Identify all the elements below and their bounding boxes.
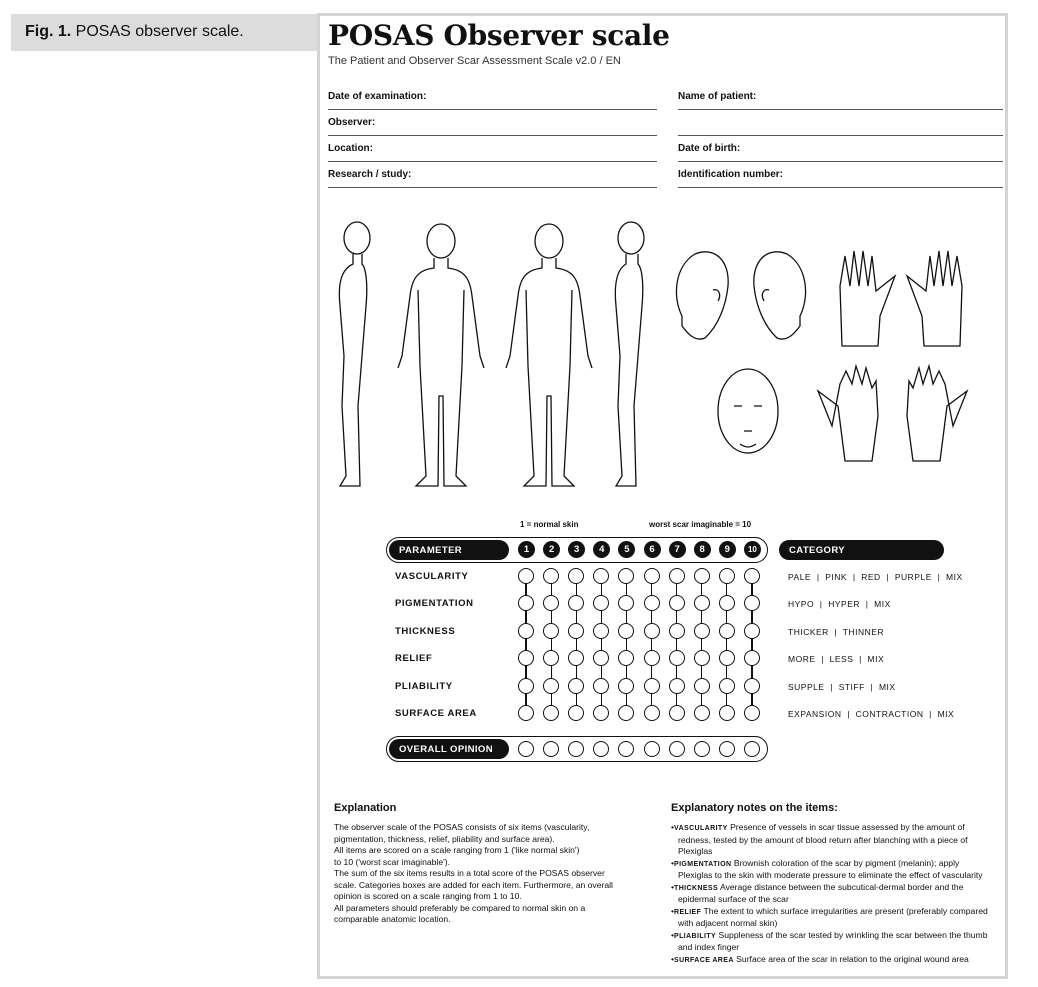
head-left-profile xyxy=(676,252,728,339)
form-field-label: Date of examination: xyxy=(328,91,427,102)
score-circle-9[interactable] xyxy=(719,678,735,694)
score-circle-1[interactable] xyxy=(518,568,534,584)
overall-opinion-label: OVERALL OPINION xyxy=(389,739,509,759)
explanation-line: to 10 ('worst scar imaginable'). xyxy=(334,856,450,867)
score-circle-3[interactable] xyxy=(568,705,584,721)
form-subtitle: The Patient and Observer Scar Assessment Scale v2.0 / EN xyxy=(328,55,621,67)
hands-palmar xyxy=(818,366,967,461)
body-front-figure xyxy=(398,224,484,486)
form-field-right-1[interactable] xyxy=(678,112,1003,136)
score-circle-2[interactable] xyxy=(543,595,559,611)
body-diagrams xyxy=(320,206,1008,496)
score-circle-7[interactable] xyxy=(669,678,685,694)
score-circle-5[interactable] xyxy=(618,705,634,721)
form-field-label: Location: xyxy=(328,143,373,154)
score-circle-1[interactable] xyxy=(518,705,534,721)
score-circle-4[interactable] xyxy=(593,705,609,721)
form-field-right-0[interactable] xyxy=(678,86,1003,110)
score-circle-3[interactable] xyxy=(568,623,584,639)
score-circle-2[interactable] xyxy=(543,623,559,639)
explanation-line: opinion is scored on a scale ranging from 1 to 10. xyxy=(334,891,522,901)
score-circle-10[interactable] xyxy=(744,678,760,694)
note-item xyxy=(671,882,991,906)
scale-number-3: 3 xyxy=(568,541,585,558)
score-circle-8[interactable] xyxy=(694,568,710,584)
score-circle-7[interactable] xyxy=(669,705,685,721)
score-circle-5[interactable] xyxy=(618,678,634,694)
head-front xyxy=(718,369,778,453)
note-text: Brownish coloration of the scar by pigment (melanin); apply Plexiglas to the skin with moderate pressure to eliminate the effect of vascularity xyxy=(678,857,983,880)
score-circle-8[interactable] xyxy=(694,623,710,639)
body-side-right-figure xyxy=(615,222,644,486)
score-circle-10[interactable] xyxy=(744,650,760,666)
score-circle-3[interactable] xyxy=(568,678,584,694)
note-item xyxy=(671,822,991,858)
score-circle-8[interactable] xyxy=(694,595,710,611)
score-circle-9[interactable] xyxy=(719,705,735,721)
note-key: SURFACE AREA xyxy=(674,956,734,964)
parameter-name: THICKNESS xyxy=(395,625,456,637)
score-circle-2[interactable] xyxy=(543,650,559,666)
parameter-category-options: PALE | PINK | RED | PURPLE | MIX xyxy=(788,572,963,582)
explanation-line: pigmentation, thickness, relief, pliability and surface area). xyxy=(334,833,555,844)
score-circle-4[interactable] xyxy=(593,650,609,666)
explanation-line: The sum of the six items results in a total score of the POSAS observer xyxy=(334,868,605,878)
parameter-category-options: HYPO | HYPER | MIX xyxy=(788,599,891,610)
note-item xyxy=(671,930,991,954)
explanation-text xyxy=(334,822,644,926)
explanation-line: All items are scored on a scale ranging from 1 ('like normal skin') xyxy=(334,845,580,855)
score-circle-8[interactable] xyxy=(694,705,710,721)
score-circle-6[interactable] xyxy=(644,623,660,639)
overall-score-circle-1[interactable] xyxy=(518,741,534,757)
bullet-icon: • xyxy=(671,953,675,964)
category-header: CATEGORY xyxy=(779,540,944,560)
parameter-name: VASCULARITY xyxy=(395,571,469,582)
score-circle-10[interactable] xyxy=(744,568,760,584)
score-circle-2[interactable] xyxy=(543,568,559,584)
score-circle-9[interactable] xyxy=(719,568,735,584)
form-field-right-3[interactable] xyxy=(678,164,1003,188)
score-circle-6[interactable] xyxy=(644,595,660,611)
score-circle-5[interactable] xyxy=(618,568,634,584)
score-circle-10[interactable] xyxy=(744,595,760,611)
score-circle-10[interactable] xyxy=(744,623,760,639)
score-circle-4[interactable] xyxy=(593,568,609,584)
score-circle-5[interactable] xyxy=(618,623,634,639)
form-title: POSAS Observer scale xyxy=(328,19,670,52)
score-circle-9[interactable] xyxy=(719,595,735,611)
form-field-left-1[interactable] xyxy=(328,112,657,136)
overall-score-circle-10[interactable] xyxy=(744,741,760,757)
note-key: RELIEF xyxy=(674,908,702,916)
scale-number-10: 10 xyxy=(744,541,761,558)
score-circle-3[interactable] xyxy=(568,595,584,611)
overall-score-circle-8[interactable] xyxy=(694,741,710,757)
notes-heading: Explanatory notes on the items: xyxy=(671,802,838,814)
scale-min-label: 1 = normal skin xyxy=(520,520,579,529)
parameter-name: PIGMENTATION xyxy=(395,598,474,610)
parameter-category-options: SUPPLE | STIFF | MIX xyxy=(788,681,896,692)
scale-number-1: 1 xyxy=(518,541,535,558)
parameter-name: PLIABILITY xyxy=(395,680,453,692)
parameter-header: PARAMETER xyxy=(389,540,509,560)
posas-form-sheet xyxy=(317,13,1008,979)
figure-caption xyxy=(11,14,317,51)
figure-label: Fig. 1. xyxy=(25,23,72,40)
body-side-left-figure xyxy=(339,222,370,486)
form-field-right-2[interactable] xyxy=(678,138,1003,162)
overall-score-circle-9[interactable] xyxy=(719,741,735,757)
note-text: Suppleness of the scar tested by wrinkling the scar between the thumb and index finger xyxy=(678,929,988,952)
scale-max-label: worst scar imaginable = 10 xyxy=(649,520,752,529)
form-field-label: Research / study: xyxy=(328,169,412,180)
explanation-line: comparable anatomic location. xyxy=(334,914,451,924)
note-text: Surface area of the scar in relation to the original wound area xyxy=(733,953,969,964)
parameter-category-options: EXPANSION | CONTRACTION | MIX xyxy=(788,709,955,719)
hands-dorsal xyxy=(840,251,962,346)
parameter-name: RELIEF xyxy=(395,653,433,665)
form-field-left-2[interactable] xyxy=(328,138,657,162)
overall-score-circle-6[interactable] xyxy=(644,741,660,757)
explanation-line: scale. Categories boxes are added for each item. Furthermore, an overall xyxy=(334,879,613,890)
score-circle-9[interactable] xyxy=(719,623,735,639)
score-circle-9[interactable] xyxy=(719,650,735,666)
score-circle-6[interactable] xyxy=(644,568,660,584)
score-circle-5[interactable] xyxy=(618,650,634,666)
explanation-line: All parameters should preferably be compared to normal skin on a xyxy=(334,902,586,913)
score-circle-7[interactable] xyxy=(669,595,685,611)
head-right-profile xyxy=(754,252,806,339)
score-circle-1[interactable] xyxy=(518,650,534,666)
score-circle-5[interactable] xyxy=(618,595,634,611)
overall-score-circle-7[interactable] xyxy=(669,741,685,757)
form-field-label: Identification number: xyxy=(678,169,783,180)
score-circle-10[interactable] xyxy=(744,705,760,721)
overall-score-circle-2[interactable] xyxy=(543,741,559,757)
parameter-category-options: MORE | LESS | MIX xyxy=(788,654,885,665)
figure-caption-text: POSAS observer scale. xyxy=(71,23,244,40)
score-circle-4[interactable] xyxy=(593,678,609,694)
bullet-icon: • xyxy=(671,881,675,892)
note-text: Presence of vessels in scar tissue assessed by the amount of redness, tested by the amount of blood return after blanching with a piece of Plexiglas xyxy=(678,822,968,856)
parameter-category-options: THICKER | THINNER xyxy=(788,626,885,637)
scale-number-2: 2 xyxy=(543,541,560,558)
note-key: VASCULARITY xyxy=(674,825,728,832)
note-text: The extent to which surface irregularities are present (preferably compared with adjacent normal skin) xyxy=(678,905,988,928)
score-circle-4[interactable] xyxy=(593,623,609,639)
scale-number-4: 4 xyxy=(593,541,610,558)
score-circle-7[interactable] xyxy=(669,650,685,666)
score-circle-3[interactable] xyxy=(568,650,584,666)
bullet-icon: • xyxy=(671,857,675,868)
form-field-left-3[interactable] xyxy=(328,164,657,188)
score-circle-2[interactable] xyxy=(543,678,559,694)
score-circle-8[interactable] xyxy=(694,650,710,666)
score-circle-7[interactable] xyxy=(669,623,685,639)
score-circle-8[interactable] xyxy=(694,678,710,694)
score-circle-3[interactable] xyxy=(568,568,584,584)
score-circle-6[interactable] xyxy=(644,650,660,666)
form-field-left-0[interactable] xyxy=(328,86,657,110)
explanation-line: The observer scale of the POSAS consists of six items (vascularity, xyxy=(334,822,590,832)
explanation-heading: Explanation xyxy=(334,802,397,814)
scale-number-8: 8 xyxy=(694,541,711,558)
score-circle-1[interactable] xyxy=(518,595,534,611)
scale-number-6: 6 xyxy=(644,541,661,558)
score-circle-7[interactable] xyxy=(669,568,685,584)
score-circle-2[interactable] xyxy=(543,705,559,721)
form-field-label: Date of birth: xyxy=(678,143,741,154)
explanatory-notes xyxy=(671,822,991,966)
score-circle-1[interactable] xyxy=(518,623,534,639)
bullet-icon: • xyxy=(671,822,675,832)
note-key: PIGMENTATION xyxy=(674,860,732,868)
form-field-label: Name of patient: xyxy=(678,91,757,102)
scale-number-7: 7 xyxy=(669,541,686,558)
bullet-icon: • xyxy=(671,929,675,940)
scale-number-5: 5 xyxy=(618,541,635,558)
note-key: PLIABILITY xyxy=(674,932,717,940)
bullet-icon: • xyxy=(671,905,675,916)
scale-number-9: 9 xyxy=(719,541,736,558)
note-item xyxy=(671,954,991,967)
score-circle-4[interactable] xyxy=(593,595,609,611)
note-item xyxy=(671,858,991,882)
body-back-figure xyxy=(506,224,592,486)
score-circle-6[interactable] xyxy=(644,678,660,694)
note-text: Average distance between the subcutical-dermal border and the epidermal surface of the scar xyxy=(678,881,964,904)
note-item xyxy=(671,906,991,930)
score-circle-1[interactable] xyxy=(518,678,534,694)
score-circle-6[interactable] xyxy=(644,705,660,721)
form-field-label: Observer: xyxy=(328,117,376,128)
parameter-name: SURFACE AREA xyxy=(395,708,477,719)
note-key: THICKNESS xyxy=(674,884,719,892)
